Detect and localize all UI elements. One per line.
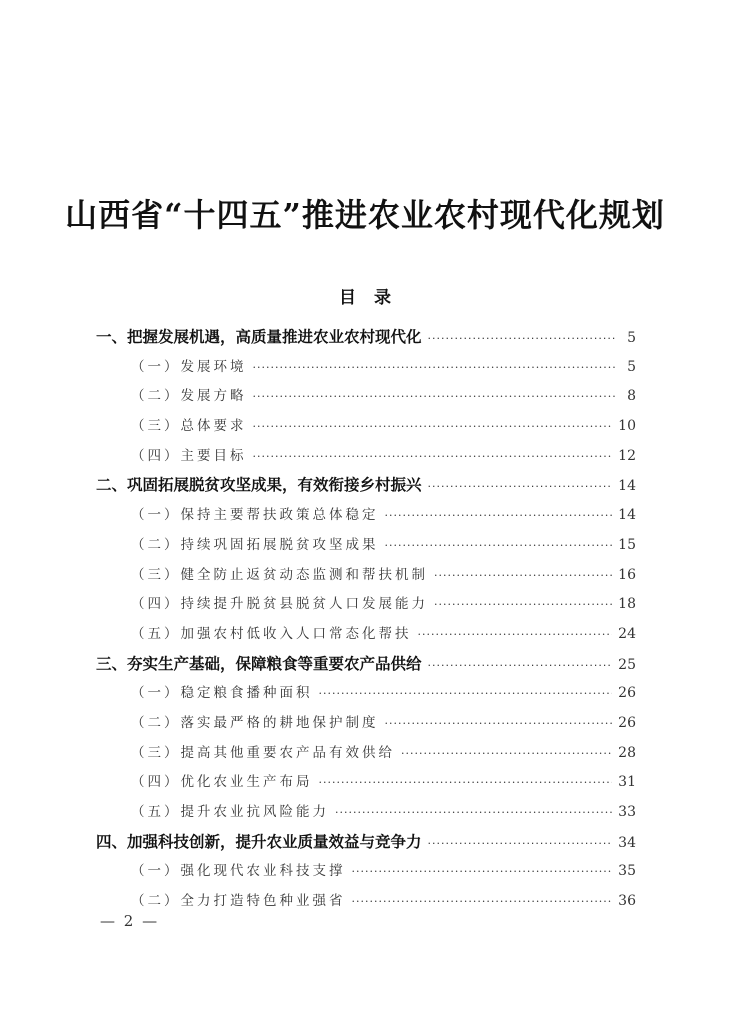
toc-entry-label: （一）强化现代农业科技支撑 <box>131 863 346 880</box>
toc-entry-page: 18 <box>618 596 636 613</box>
page-number-footer: — 2 — <box>100 912 160 930</box>
dot-leader <box>434 598 612 611</box>
toc-entry-subsection[interactable] <box>96 533 636 563</box>
dot-leader <box>253 390 617 403</box>
toc-entry-subsection[interactable] <box>96 859 636 889</box>
toc-entry-label: 三、夯实生产基础，保障粮食等重要农产品供给 <box>96 654 422 673</box>
toc-entry-page: 28 <box>618 744 636 761</box>
toc-entry-page: 26 <box>618 714 636 731</box>
toc-entry-label: （一）发展环境 <box>131 358 247 375</box>
dot-leader <box>319 776 613 789</box>
toc-entry-label: （五）加强农村低收入人口常态化帮扶 <box>131 625 412 642</box>
toc-entry-subsection[interactable] <box>96 444 636 474</box>
dot-leader <box>385 539 613 552</box>
toc-entry-label: （四）优化农业生产布局 <box>131 774 313 791</box>
toc-entry-section-1[interactable] <box>96 325 636 355</box>
toc-entry-label: （一）稳定粮食播种面积 <box>131 685 313 702</box>
toc-entry-label: （三）提高其他重要农产品有效供给 <box>131 744 395 761</box>
toc-entry-page: 33 <box>618 804 636 820</box>
toc-entry-subsection[interactable] <box>96 355 636 385</box>
toc-entry-subsection[interactable] <box>96 384 636 414</box>
toc-entry-label: 四、加强科技创新，提升农业质量效益与竞争力 <box>96 832 422 851</box>
toc-entry-page: 5 <box>627 330 636 346</box>
toc-entry-page: 12 <box>618 447 636 464</box>
toc-entry-section-4[interactable] <box>96 830 636 860</box>
toc-entry-page: 14 <box>618 507 636 524</box>
dot-leader <box>335 806 612 819</box>
dot-leader <box>428 332 616 345</box>
toc-entry-label: （二）落实最严格的耕地保护制度 <box>131 714 379 731</box>
toc-entry-subsection[interactable] <box>96 741 636 771</box>
toc-entry-subsection[interactable] <box>96 770 636 800</box>
toc-entry-label: （四）持续提升脱贫县脱贫人口发展能力 <box>131 596 428 613</box>
dot-leader <box>434 569 612 582</box>
toc-entry-label: 二、巩固拓展脱贫攻坚成果，有效衔接乡村振兴 <box>96 476 422 495</box>
toc-entry-page: 34 <box>618 834 636 851</box>
toc-entry-subsection[interactable] <box>96 414 636 444</box>
toc-entry-page: 25 <box>618 656 636 673</box>
toc-entry-subsection[interactable] <box>96 711 636 741</box>
dot-leader <box>319 687 613 700</box>
toc-entry-subsection[interactable] <box>96 622 636 652</box>
toc-entry-label: （三）总体要求 <box>131 418 247 435</box>
dot-leader <box>352 865 613 878</box>
toc-entry-page: 14 <box>618 478 636 495</box>
toc-entry-page: 35 <box>618 863 636 880</box>
toc-entry-page: 8 <box>627 388 636 405</box>
toc-entry-label: 一、把握发展机遇，高质量推进农业农村现代化 <box>96 328 422 346</box>
toc-entry-label: （二）发展方略 <box>131 388 247 405</box>
toc-entry-page: 26 <box>618 685 636 702</box>
toc-entry-page: 5 <box>627 358 636 375</box>
toc-entry-page: 10 <box>618 418 636 435</box>
toc-entry-subsection[interactable] <box>96 503 636 533</box>
toc-entry-label: （四）主要目标 <box>131 447 247 464</box>
document-title: 山西省“十四五”推进农业农村现代化规划 <box>65 196 665 234</box>
dot-leader <box>401 747 612 760</box>
table-of-contents <box>96 325 636 919</box>
dot-leader <box>428 659 613 672</box>
toc-entry-section-3[interactable] <box>96 652 636 682</box>
toc-entry-label: （一）保持主要帮扶政策总体稳定 <box>131 507 379 524</box>
dot-leader <box>428 837 613 850</box>
toc-heading: 目录 <box>339 288 409 308</box>
dot-leader <box>253 450 613 463</box>
toc-entry-label: （二）持续巩固拓展脱贫攻坚成果 <box>131 536 379 553</box>
toc-entry-subsection[interactable] <box>96 592 636 622</box>
toc-entry-label: （五）提升农业抗风险能力 <box>131 804 329 820</box>
toc-entry-label: （二）全力打造特色种业强省 <box>131 893 346 910</box>
toc-entry-page: 16 <box>618 566 636 583</box>
dot-leader <box>352 895 613 908</box>
toc-entry-subsection[interactable] <box>96 681 636 711</box>
dot-leader <box>428 480 613 493</box>
dot-leader <box>253 361 617 374</box>
toc-entry-subsection[interactable] <box>96 889 636 919</box>
toc-entry-page: 36 <box>618 893 636 910</box>
dot-leader <box>253 420 613 433</box>
dot-leader <box>385 717 613 730</box>
toc-entry-page: 24 <box>618 625 636 642</box>
toc-entry-label: （三）健全防止返贫动态监测和帮扶机制 <box>131 566 428 583</box>
dot-leader <box>418 628 613 641</box>
toc-entry-subsection[interactable] <box>96 800 636 830</box>
toc-entry-page: 15 <box>618 536 636 553</box>
toc-entry-subsection[interactable] <box>96 563 636 593</box>
toc-entry-section-2[interactable] <box>96 473 636 503</box>
toc-entry-page: 31 <box>618 774 636 791</box>
dot-leader <box>385 509 613 522</box>
